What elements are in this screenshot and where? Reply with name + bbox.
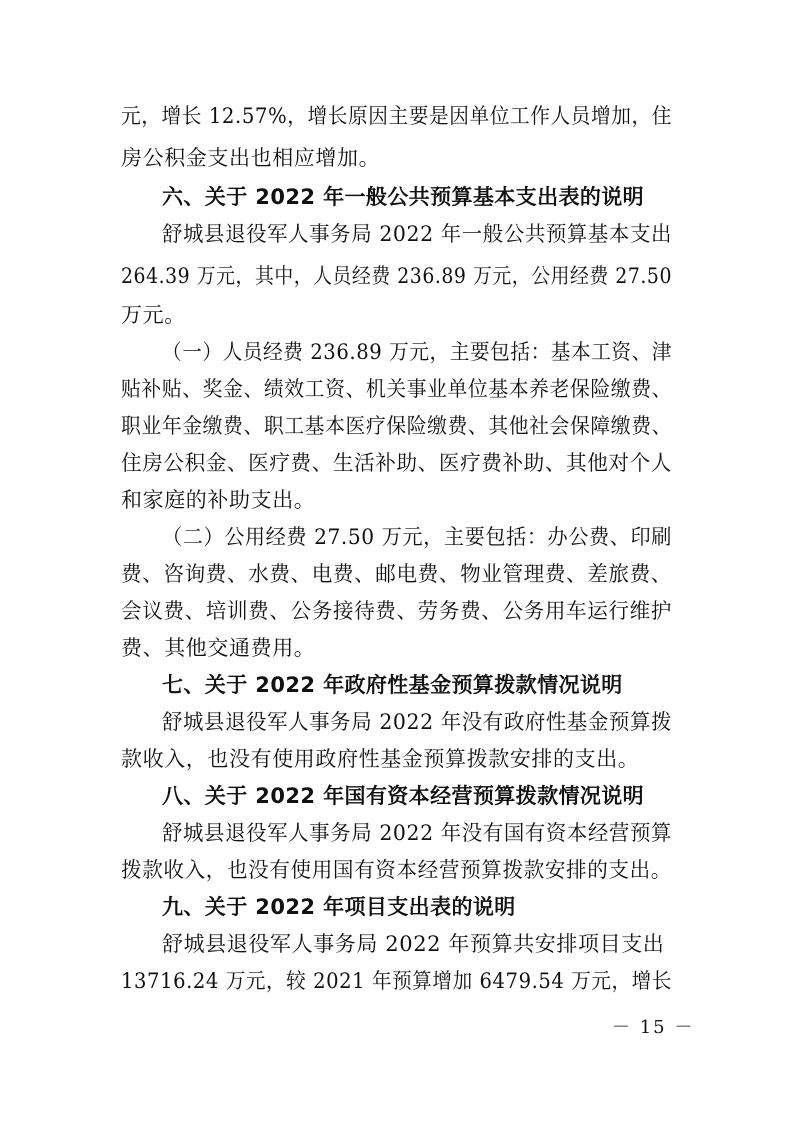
text-line: 264.39 万元，其中，人员经费 236.89 万元，公用经费 27.50 — [121, 264, 672, 288]
text-line: 房公积金支出也相应增加。 — [121, 146, 381, 170]
text-line: 元，增长 12.57%，增长原因主要是因单位工作人员增加，住 — [121, 104, 673, 128]
text-line: 舒城县退役军人事务局 2022 年没有政府性基金预算拨 — [162, 710, 673, 734]
section-heading-7: 七、关于 2022 年政府性基金预算拨款情况说明 — [162, 673, 623, 697]
text-line: 舒城县退役军人事务局 2022 年一般公共预算基本支出 — [162, 222, 673, 246]
text-line: 款收入，也没有使用政府性基金预算拨款安排的支出。 — [121, 747, 640, 771]
text-line: 舒城县退役军人事务局 2022 年预算共安排项目支出 — [162, 932, 665, 956]
text-line: 拨款收入，也没有使用国有资本经营预算拨款安排的支出。 — [121, 858, 672, 882]
text-line: 舒城县退役军人事务局 2022 年没有国有资本经营预算 — [162, 821, 673, 845]
section-heading-6: 六、关于 2022 年一般公共预算基本支出表的说明 — [162, 185, 645, 209]
text-line: 职业年金缴费、职工基本医疗保险缴费、其他社会保障缴费、 — [121, 414, 673, 438]
section-heading-9: 九、关于 2022 年项目支出表的说明 — [162, 895, 516, 919]
text-line: 费、咨询费、水费、电费、邮电费、物业管理费、差旅费、 — [121, 562, 672, 586]
text-line: 贴补贴、奖金、绩效工资、机关事业单位基本养老保险缴费、 — [121, 377, 673, 401]
text-line: 和家庭的补助支出。 — [121, 488, 316, 512]
text-line: 费、其他交通费用。 — [121, 636, 316, 660]
text-line: 13716.24 万元，较 2021 年预算增加 6479.54 万元，增长 — [121, 969, 672, 993]
text-line: 万元。 — [121, 303, 186, 327]
text-line: （二）公用经费 27.50 万元，主要包括：办公费、印刷 — [162, 525, 672, 549]
section-heading-8: 八、关于 2022 年国有资本经营预算拨款情况说明 — [162, 784, 645, 808]
text-line: 住房公积金、医疗费、生活补助、医疗费补助、其他对个人 — [121, 451, 672, 475]
text-line: 会议费、培训费、公务接待费、劳务费、公务用车运行维护 — [121, 599, 672, 623]
text-line: （一）人员经费 236.89 万元，主要包括：基本工资、津 — [162, 340, 673, 364]
page-number: － 15 － — [612, 1017, 695, 1038]
